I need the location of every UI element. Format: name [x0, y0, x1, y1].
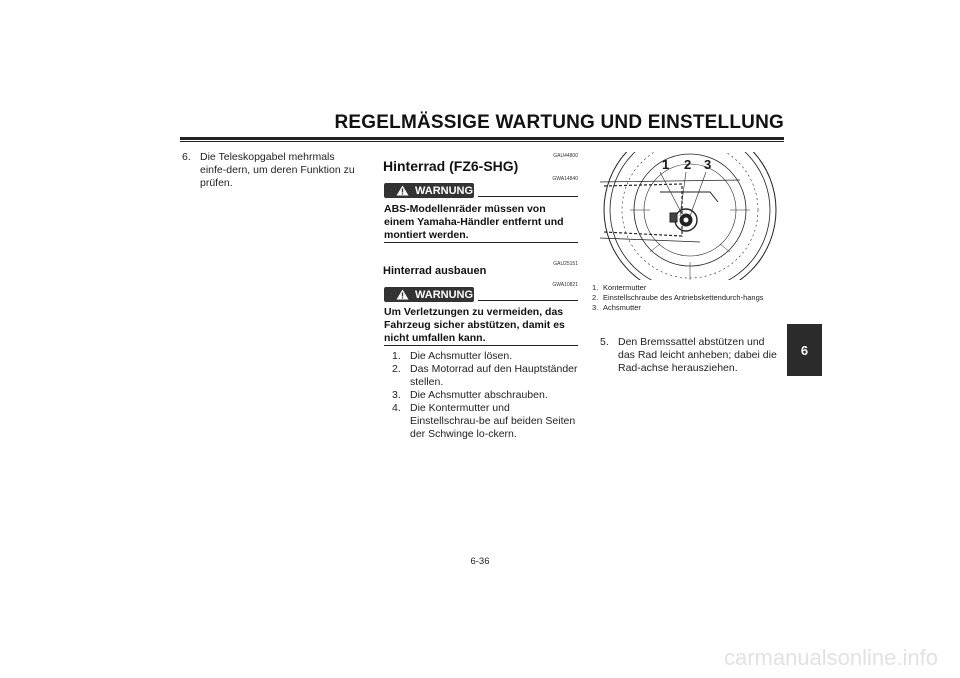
watermark: carmanualsonline.info [723, 645, 938, 670]
list-item: 3. Die Achsmutter abschrauben. [392, 389, 548, 401]
left-column [182, 151, 362, 190]
warning-code: GWA14840 [552, 176, 578, 182]
rear-wheel-illustration [590, 152, 790, 280]
warning-rule-bottom [384, 345, 578, 346]
legend-item: 2. Einstellschraube des Antriebskettendurch-hangs [592, 293, 764, 302]
list-item: 6. Die Teleskopgabel mehrmals einfe-dern, um deren Funktion zu prüfen. [182, 151, 355, 189]
warning-code: GWA10821 [552, 282, 578, 288]
section-title: Hinterrad (FZ6-SHG) [383, 158, 519, 174]
subsection-code: GAU25151 [553, 261, 578, 267]
step-list [392, 350, 578, 441]
warning-rule [478, 300, 578, 301]
page-number: 6-36 [470, 556, 490, 567]
warning-text: Um Verletzungen zu vermeiden, das Fahrzeug sicher abstützen, damit es nicht umfallen kann. [384, 306, 565, 344]
page-title: REGELMÄSSIGE WARTUNG UND EINSTELLUNG [334, 112, 784, 133]
warning-rule [478, 196, 578, 197]
warning-triangle-icon [396, 185, 409, 196]
figure-label: 3 [704, 157, 712, 172]
figure-label: 2 [684, 157, 692, 172]
warning-label: WARNUNG [384, 183, 474, 198]
warning-triangle-icon [396, 289, 409, 300]
figure-legend [592, 283, 788, 313]
list-item: 2. Das Motorrad auf den Hauptständer stellen. [392, 363, 578, 388]
warning-text: ABS-Modellenräder müssen von einem Yamaha-Händler entfernt und montiert werden. [384, 203, 564, 241]
figure-label: 1 [662, 157, 670, 172]
warning-rule-bottom [384, 242, 578, 243]
legend-item: 3. Achsmutter [592, 303, 641, 312]
list-item: 4. Die Kontermutter und Einstellschrau-be auf beiden Seiten der Schwinge lo-ckern. [392, 402, 576, 440]
title-rule-thin [180, 141, 784, 142]
subsection-title: Hinterrad ausbauen [383, 265, 487, 277]
list-item: 5. Den Bremssattel abstützen und das Rad leicht anheben; dabei die Rad-achse herausziehen. [600, 336, 777, 374]
warning-label: WARNUNG [384, 287, 474, 302]
title-rule [180, 137, 784, 140]
section-code: GAU44800 [553, 153, 578, 159]
list-item: 1. Die Achsmutter lösen. [392, 350, 513, 362]
step-list [600, 336, 784, 375]
legend-item: 1. Kontermutter [592, 283, 647, 292]
chapter-tab: 6 [787, 324, 822, 376]
